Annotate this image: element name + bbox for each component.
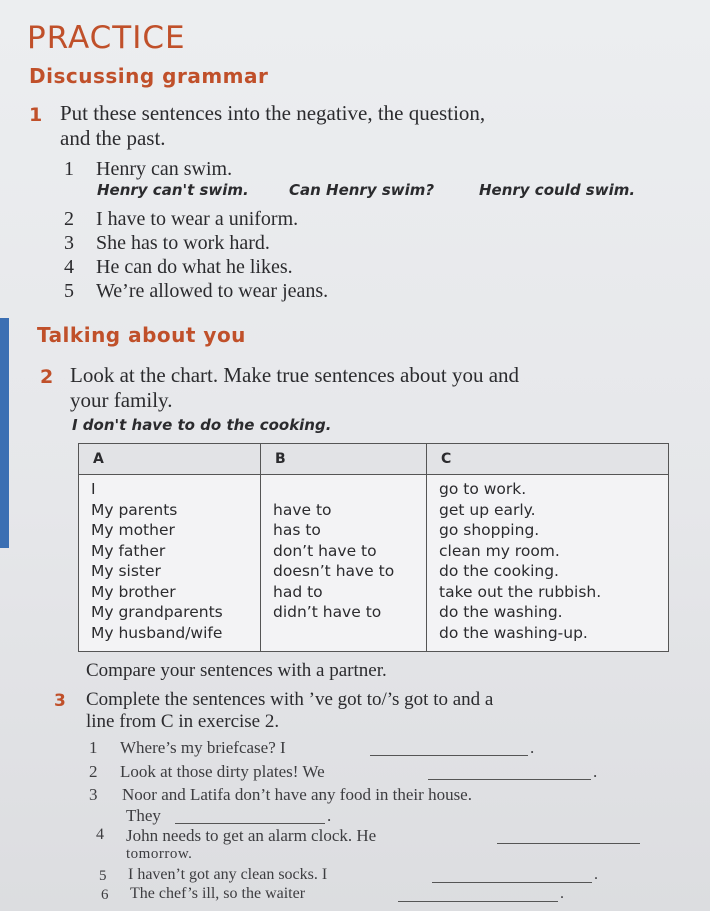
page-title: PRACTICE xyxy=(27,20,186,56)
exercise-2-instruction-cont: your family. xyxy=(70,388,173,412)
ex1-item-text: She has to work hard. xyxy=(96,232,270,254)
exercise-1-instruction-cont: and the past. xyxy=(60,126,166,150)
chart-column-c xyxy=(427,475,669,652)
ex3-item-end: . xyxy=(327,806,332,825)
chart-column-b xyxy=(261,475,427,652)
section-marker-bar xyxy=(0,318,9,548)
compare-instruction: Compare your sentences with a partner. xyxy=(86,660,387,681)
ex3-item-cont: They xyxy=(126,806,161,825)
chart-cell: My husband/wife xyxy=(91,623,223,642)
chart-cell: go to work. xyxy=(439,480,527,498)
chart-cell: had to xyxy=(273,582,323,601)
ex3-item-number: 3 xyxy=(89,785,98,804)
ex1-item-text: I have to wear a uniform. xyxy=(96,208,299,230)
ex3-item-end: . xyxy=(530,738,535,757)
ex3-item-number: 2 xyxy=(89,762,98,781)
chart-cell: have to xyxy=(273,500,332,519)
ex3-item-number: 6 xyxy=(101,887,109,903)
answer-blank[interactable] xyxy=(398,901,558,902)
exercise-2-example: I don't have to do the cooking. xyxy=(72,416,332,434)
chart-cell: take out the rubbish. xyxy=(439,582,602,601)
chart-cell: My mother xyxy=(91,521,175,539)
answer-blank[interactable] xyxy=(370,755,528,756)
chart-cell: My sister xyxy=(91,562,161,580)
ex3-item-end: . xyxy=(593,762,598,781)
ex1-item-text: He can do what he likes. xyxy=(96,256,293,278)
section-heading-talking: Talking about you xyxy=(37,323,246,347)
ex3-item-cont: tomorrow. xyxy=(126,846,193,862)
exercise-1-number: 1 xyxy=(29,104,43,126)
exercise-2-instruction: Look at the chart. Make true sentences about you and xyxy=(70,363,520,387)
ex3-item-text: I haven’t got any clean socks. I xyxy=(128,866,328,883)
answer-blank[interactable] xyxy=(497,843,640,844)
ex3-item-text: The chef’s ill, so the waiter xyxy=(130,885,306,902)
ex1-item-text: We’re allowed to wear jeans. xyxy=(96,280,329,302)
answer-blank[interactable] xyxy=(175,823,325,824)
chart-header-c: C xyxy=(427,444,669,475)
grammar-chart xyxy=(78,443,669,652)
ex1-item-number: 1 xyxy=(64,158,74,180)
exercise-3-number: 3 xyxy=(54,691,66,711)
answer-blank[interactable] xyxy=(432,882,592,883)
example-past: Henry could swim. xyxy=(479,181,636,199)
ex1-item-number: 2 xyxy=(64,208,74,230)
answer-blank[interactable] xyxy=(428,779,591,780)
example-negative: Henry can't swim. xyxy=(97,181,249,199)
chart-cell: My brother xyxy=(91,582,176,601)
ex1-item-number: 4 xyxy=(64,256,74,278)
chart-column-a xyxy=(79,475,261,652)
chart-cell: clean my room. xyxy=(439,541,560,560)
chart-cell: I xyxy=(91,480,96,498)
chart-cell: do the washing. xyxy=(439,603,563,621)
ex3-item-number: 4 xyxy=(96,826,104,843)
chart-cell: My parents xyxy=(91,500,178,519)
exercise-2-number: 2 xyxy=(40,366,54,388)
chart-cell: My father xyxy=(91,541,166,560)
ex3-item-text: John needs to get an alarm clock. He xyxy=(126,826,377,845)
ex1-item-number: 5 xyxy=(64,280,74,302)
ex1-item-number: 3 xyxy=(64,232,74,254)
exercise-3-instruction-cont: line from C in exercise 2. xyxy=(86,711,280,732)
ex3-item-number: 5 xyxy=(99,868,107,884)
ex3-item-number: 1 xyxy=(89,738,98,757)
chart-cell: get up early. xyxy=(439,500,536,519)
chart-header-b: B xyxy=(261,444,427,475)
ex3-item-end: . xyxy=(560,885,564,902)
exercise-1-instruction: Put these sentences into the negative, the question, xyxy=(60,101,486,125)
chart-cell: don’t have to xyxy=(273,541,377,560)
example-question: Can Henry swim? xyxy=(289,181,435,199)
ex1-item-text: Henry can swim. xyxy=(96,158,233,180)
exercise-3-instruction: Complete the sentences with ’ve got to/’s got to and a xyxy=(86,689,494,710)
chart-cell: has to xyxy=(273,521,321,539)
chart-cell: didn’t have to xyxy=(273,603,382,621)
chart-cell: do the cooking. xyxy=(439,562,559,580)
ex3-item-text: Look at those dirty plates! We xyxy=(120,762,325,781)
chart-cell: go shopping. xyxy=(439,521,540,539)
chart-cell: do the washing-up. xyxy=(439,623,588,642)
chart-header-a: A xyxy=(79,444,261,475)
chart-cell: doesn’t have to xyxy=(273,562,395,580)
ex3-item-text: Noor and Latifa don’t have any food in their house. xyxy=(122,785,472,804)
ex3-item-end: . xyxy=(594,866,598,883)
ex3-item-text: Where’s my briefcase? I xyxy=(120,738,286,757)
chart-cell: My grandparents xyxy=(91,603,223,621)
section-heading-grammar: Discussing grammar xyxy=(29,64,269,88)
